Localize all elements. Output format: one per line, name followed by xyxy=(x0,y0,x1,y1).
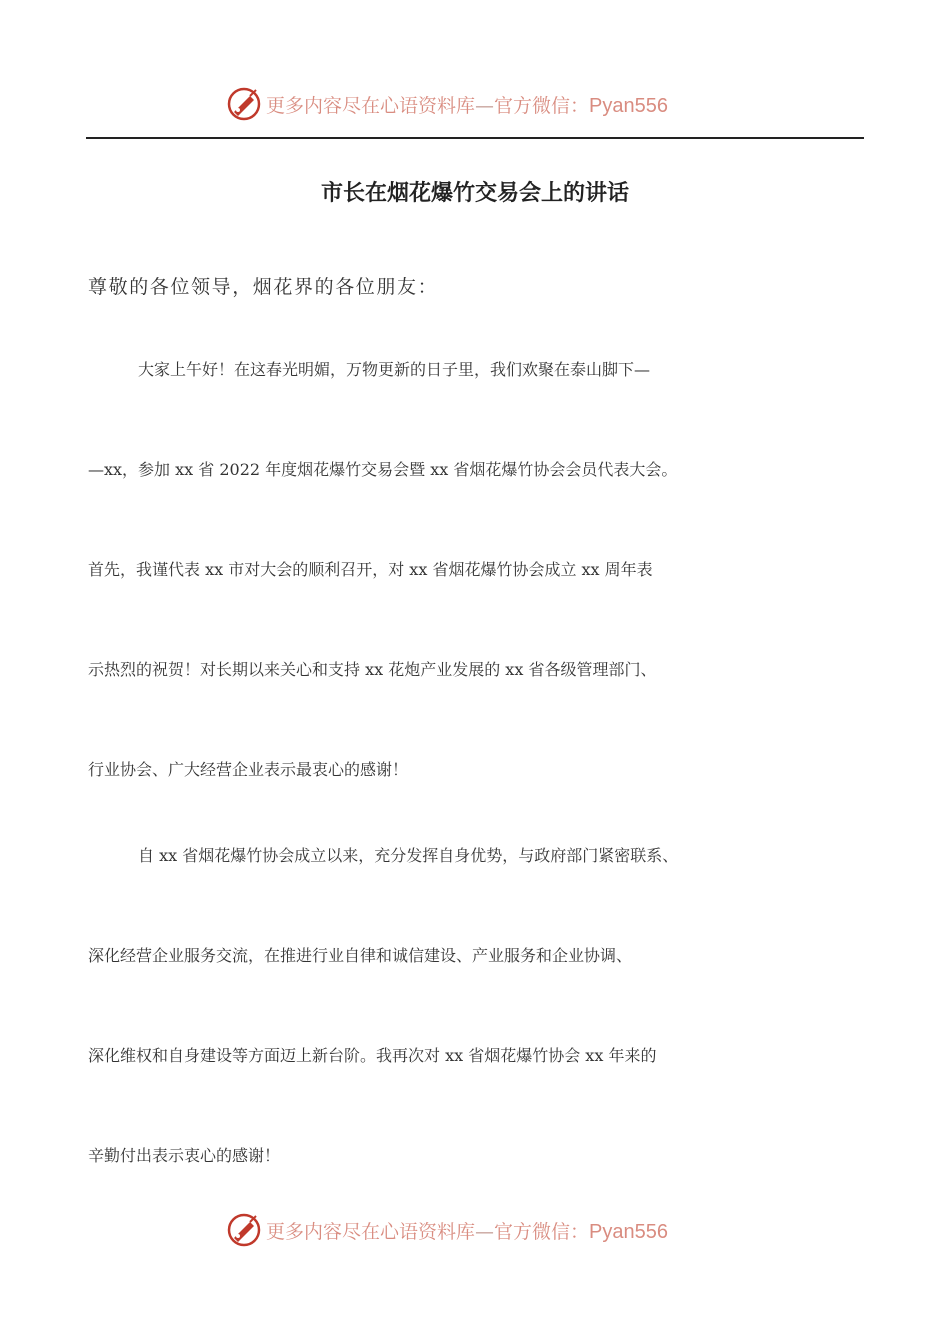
paragraph-line: 深化经营企业服务交流，在推进行业自律和诚信建设、产业服务和企业协调、 xyxy=(88,946,633,965)
header-divider xyxy=(86,137,864,139)
document-body xyxy=(88,262,878,1206)
banner-site-text: 更多内容尽在心语资料库 xyxy=(266,94,476,117)
banner-text xyxy=(266,1217,668,1244)
banner-wechat-label: 官方微信： xyxy=(494,94,590,117)
footer-banner xyxy=(226,1210,668,1250)
header-banner xyxy=(226,84,668,124)
banner-wechat-id: Pyan556 xyxy=(589,94,668,117)
banner-wechat-label: 官方微信： xyxy=(494,1220,590,1243)
paragraph-line: 深化维权和自身建设等方面迈上新台阶。我再次对 xx 省烟花爆竹协会 xx 年来的 xyxy=(88,1046,657,1065)
paragraph-line: 示热烈的祝贺！对长期以来关心和支持 xx 花炮产业发展的 xx 省各级管理部门、 xyxy=(88,660,657,679)
pen-logo-icon xyxy=(226,1212,262,1248)
banner-wechat-id: Pyan556 xyxy=(589,1220,668,1243)
document-title: 市长在烟花爆竹交易会上的讲话 xyxy=(320,180,629,206)
banner-text xyxy=(266,91,668,118)
paragraph-1 xyxy=(88,320,878,820)
greeting: 尊敬的各位领导，烟花界的各位朋友： xyxy=(88,276,439,298)
paragraph-line: 行业协会、广大经营企业表示最衷心的感谢！ xyxy=(88,760,409,779)
paragraph-line: —xx，参加 xx 省 2022 年度烟花爆竹交易会暨 xx 省烟花爆竹协会会员代表大会。 xyxy=(88,460,678,479)
paragraph-2 xyxy=(88,806,878,1206)
paragraph-line: 辛勤付出表示衷心的感谢！ xyxy=(88,1146,281,1165)
pen-logo-icon xyxy=(226,86,262,122)
paragraph-line: 大家上午好！在这春光明媚，万物更新的日子里，我们欢聚在泰山脚下— xyxy=(138,360,651,379)
banner-separator: — xyxy=(475,1220,495,1243)
paragraph-line: 自 xx 省烟花爆竹协会成立以来，充分发挥自身优势，与政府部门紧密联系、 xyxy=(138,846,679,865)
banner-site-text: 更多内容尽在心语资料库 xyxy=(266,1220,476,1243)
banner-separator: — xyxy=(475,94,495,117)
paragraph-line: 首先，我谨代表 xx 市对大会的顺利召开，对 xx 省烟花爆竹协会成立 xx 周年表 xyxy=(88,560,653,579)
